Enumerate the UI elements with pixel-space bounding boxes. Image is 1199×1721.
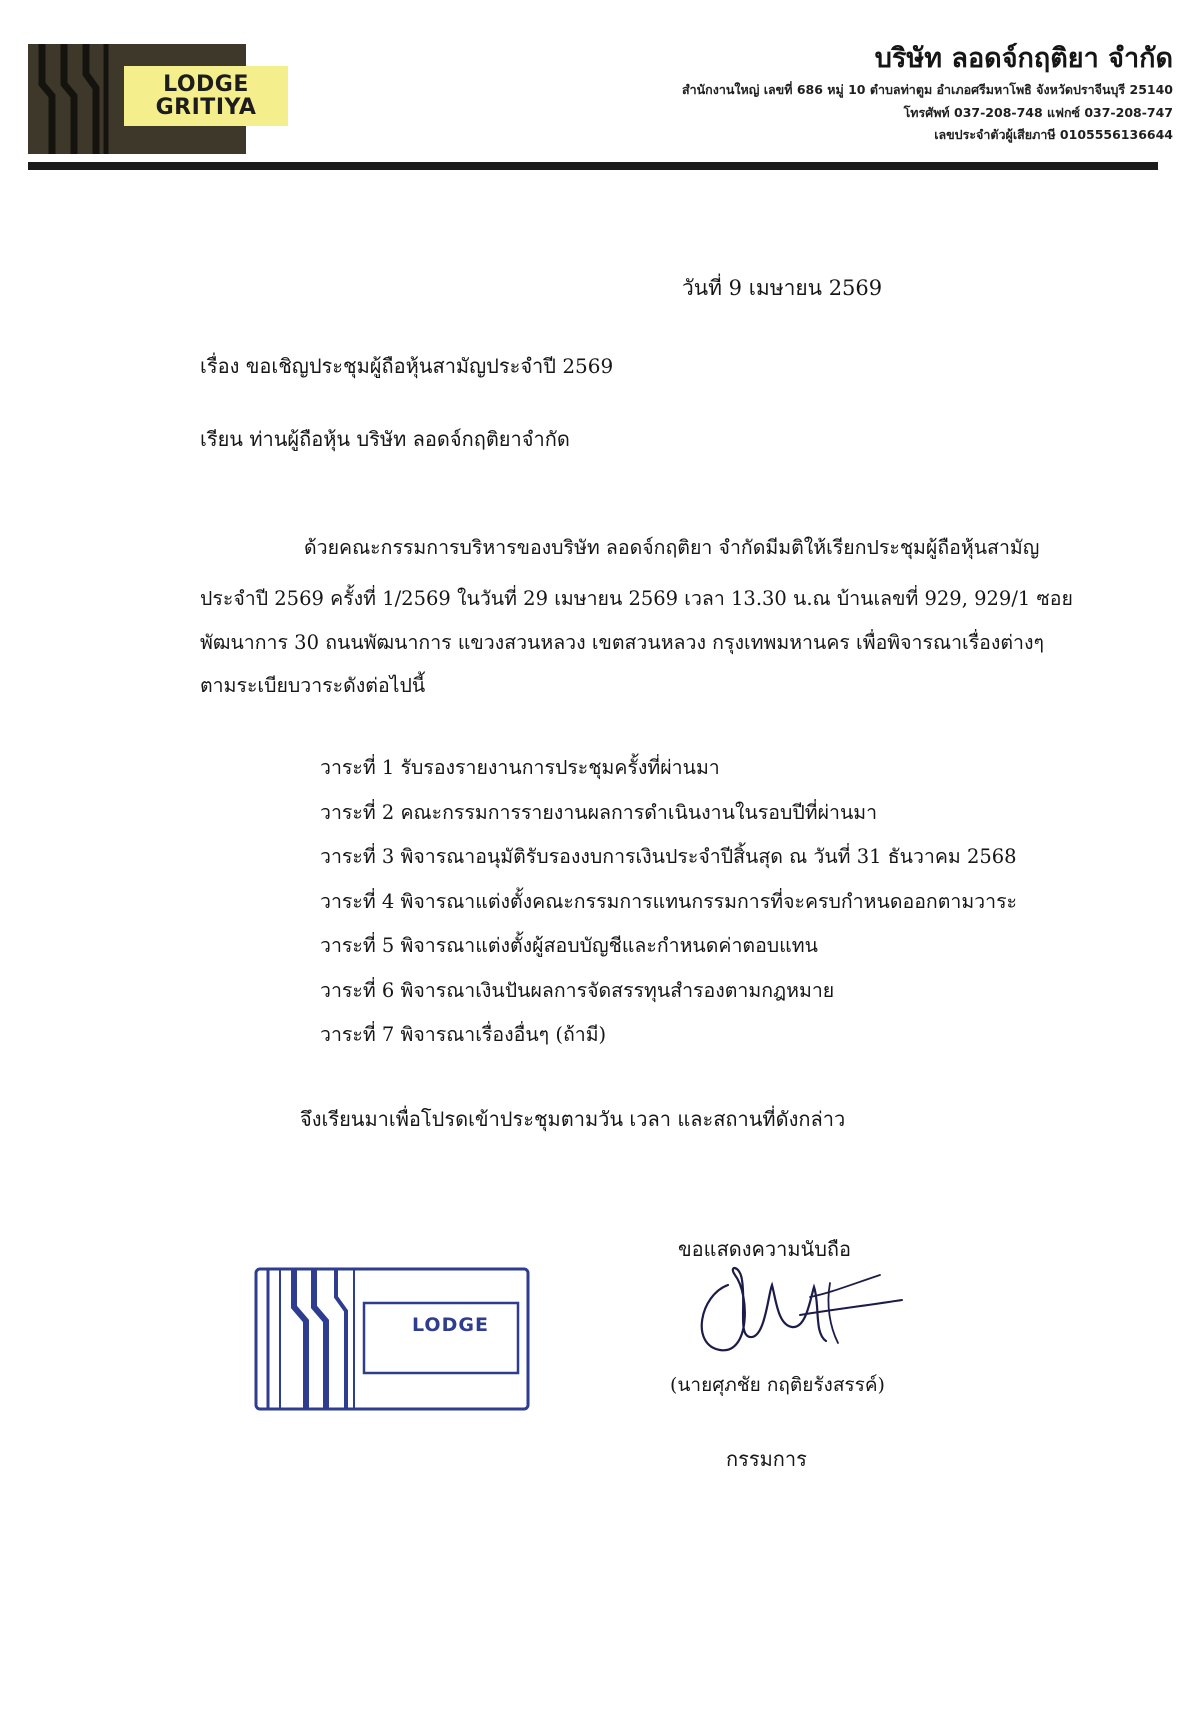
company-address: สำนักงานใหญ่ เลขที่ 686 หมู่ 10 ตำบลท่าตูม อำเภอศรีมหาโพธิ จังหวัดปราจีนบุรี 25140 xyxy=(681,82,1173,97)
company-phone-fax: โทรศัพท์ 037-208-748 แฟกซ์ 037-208-747 xyxy=(903,105,1173,120)
letter-salutation: เรียน ท่านผู้ถือหุ้น บริษัท ลอดจ์กฤติยาจำกัด xyxy=(200,427,570,451)
company-name: บริษัท ลอดจ์กฤติยา จำกัด xyxy=(874,43,1173,74)
letter-subject: เรื่อง ขอเชิญประชุมผู้ถือหุ้นสามัญประจำปี 2569 xyxy=(200,354,614,378)
header-divider xyxy=(28,162,1158,170)
agenda-item: วาระที่ 4 พิจารณาแต่งตั้งคณะกรรมการแทนกรรมการที่จะครบกำหนดออกตามวาระ xyxy=(320,889,1018,913)
company-logo xyxy=(28,44,257,154)
paragraph-line: ตามระเบียบวาระดังต่อไปนี้ xyxy=(200,674,426,697)
agenda-list xyxy=(320,752,1017,1064)
paragraph-line: พัฒนาการ 30 ถนนพัฒนาการ แขวงสวนหลวง เขตสวนหลวง กรุงเทพมหานคร เพื่อพิจารณาเรื่องต่างๆ xyxy=(200,631,1045,654)
agenda-item: วาระที่ 3 พิจารณาอนุมัติรับรองงบการเงินประจำปีสิ้นสุด ณ วันที่ 31 ธันวาคม 2568 xyxy=(320,845,1017,868)
paragraph-line: ด้วยคณะกรรมการบริหารของบริษัท ลอดจ์กฤติยา จำกัดมีมติให้เรียกประชุมผู้ถือหุ้นสามัญ xyxy=(304,536,1040,559)
agenda-item: วาระที่ 5 พิจารณาแต่งตั้งผู้สอบบัญชีและกำหนดค่าตอบแทน xyxy=(320,934,818,957)
letter-date: วันที่ 9 เมษายน 2569 xyxy=(682,276,883,300)
company-tax-id: เลขประจำตัวผู้เสียภาษี 0105556136644 xyxy=(934,127,1173,142)
signatory-name: (นายศุภชัย กฤติยรังสรรค์) xyxy=(670,1374,885,1396)
agenda-item: วาระที่ 7 พิจารณาเรื่องอื่นๆ (ถ้ามี) xyxy=(320,1023,607,1046)
regards-text: ขอแสดงความนับถือ xyxy=(678,1237,852,1261)
logo-text-gritiya: GRITIYA xyxy=(155,95,257,120)
signatory-position: กรรมการ xyxy=(726,1447,807,1471)
closing-text: จึงเรียนมาเพื่อโปรดเข้าประชุมตามวัน เวลา และสถานที่ดังกล่าว xyxy=(300,1107,846,1131)
logo-text-lodge: LODGE xyxy=(163,71,249,97)
company-stamp xyxy=(254,1267,530,1411)
agenda-item: วาระที่ 2 คณะกรรมการรายงานผลการดำเนินงานในรอบปีที่ผ่านมา xyxy=(320,800,878,824)
agenda-item: วาระที่ 1 รับรองรายงานการประชุมครั้งที่ผ่านมา xyxy=(320,756,720,779)
paragraph-line: ประจำปี 2569 ครั้งที่ 1/2569 ในวันที่ 29 เมษายน 2569 เวลา 13.30 น.ณ บ้านเลขที่ 929, 929/1 ซอย xyxy=(200,587,1073,610)
handwritten-signature xyxy=(680,1255,910,1365)
agenda-item: วาระที่ 6 พิจารณาเงินปันผลการจัดสรรทุนสำรองตามกฎหมาย xyxy=(320,978,835,1002)
stamp-text: LODGE xyxy=(412,1314,489,1336)
logo-plate xyxy=(124,66,288,126)
